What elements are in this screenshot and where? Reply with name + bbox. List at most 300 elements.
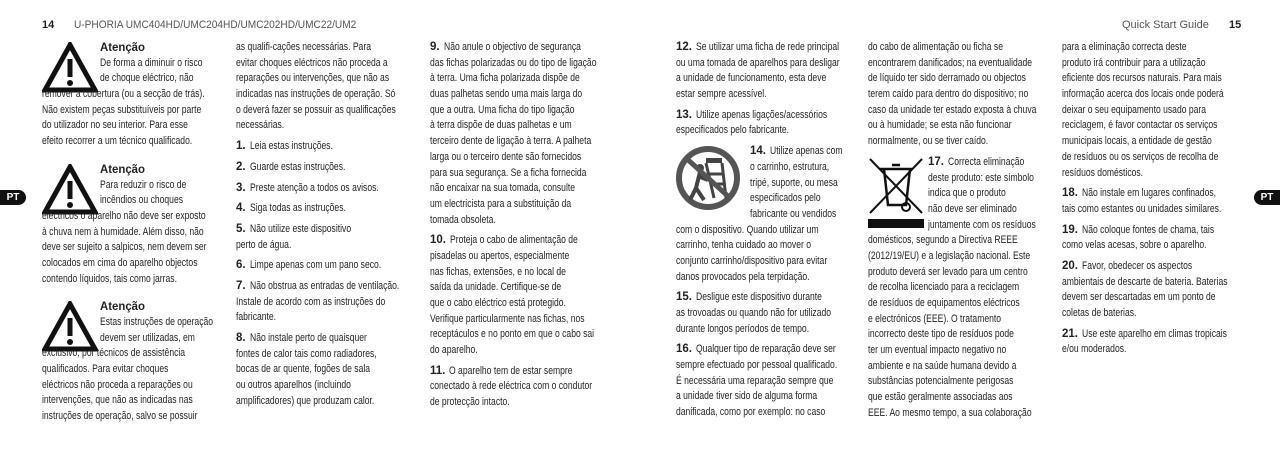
text-line [100, 315, 220, 331]
line-text: de resíduos ou os serviços de recolha de [1062, 150, 1219, 163]
line-text: amplificadores) que produzam calor. [236, 394, 375, 407]
text-line [430, 150, 608, 166]
text-line [676, 40, 854, 56]
language-badge-left: PT [0, 190, 26, 205]
line-text: estar sempre acessível. [676, 88, 767, 101]
line-text: substâncias potencialmente perigosas [868, 375, 1014, 388]
line-text: tais como estantes ou unidades similares. [1062, 202, 1222, 215]
line-text: Favor, obedecer os aspectos [1082, 259, 1193, 272]
line-text: especificados pelo [750, 192, 821, 205]
list-item [676, 40, 854, 103]
cart-warning-icon [676, 146, 740, 215]
text-line [236, 71, 414, 87]
text-line [676, 358, 854, 374]
text-line [1062, 259, 1240, 275]
line-text: deste produto: este símbolo [928, 171, 1034, 184]
line-text: à terra. Uma ficha polarizada dispõe de [430, 72, 580, 85]
text-line [928, 171, 1046, 187]
item-number: 18. [1062, 187, 1078, 200]
line-text: duas palhetas sendo uma mais larga do [430, 88, 583, 101]
line-text: e electrónicos (EEE). O tratamento [868, 312, 1002, 325]
line-text: ambientais de descarte de bateria. Baterias [1062, 275, 1228, 288]
text-line [100, 193, 220, 209]
warning-block [42, 162, 220, 288]
line-text: as trovoadas ou quando não for utilizado [676, 307, 832, 319]
text-line [236, 394, 414, 410]
line-text: Não coloque fontes de chama, tais [1082, 223, 1215, 236]
paragraph [868, 40, 1046, 150]
text-line [1062, 134, 1240, 150]
text-line [236, 139, 414, 155]
text-line [868, 296, 1046, 312]
line-text: especificados pelo fabricante. [676, 124, 790, 137]
line-text: O aparelho tem de estar sempre [449, 364, 573, 377]
text-line [1062, 223, 1240, 239]
line-text: das fichas polarizadas ou do tipo de ligação [430, 56, 597, 69]
line-text: É necessária uma reparação sempre que [676, 374, 834, 387]
text-line [1062, 238, 1240, 254]
text-line [868, 249, 1046, 265]
text-line [928, 202, 1046, 218]
line-text: sempre efectuado por pessoal qualificado. [676, 359, 838, 372]
text-line [430, 395, 608, 411]
line-text: Use este aparelho em climas tropicais [1082, 327, 1227, 340]
document-title: U-PHORIA UMC404HD/UMC204HD/UMC202HD/UMC22/UM2 [74, 19, 357, 31]
paragraph [236, 40, 414, 134]
list-item [676, 342, 854, 420]
line-text: perto de água. [236, 238, 292, 251]
text-line [42, 378, 220, 394]
line-text: normalmente, ou se tiver caído. [868, 135, 989, 148]
text-line [42, 346, 220, 362]
line-text: à terra dispõe de duas palhetas e um [430, 119, 572, 132]
line-text: Proteja o cabo de alimentação de [450, 234, 578, 247]
list-item [236, 258, 414, 274]
text-line [928, 155, 1046, 171]
text-line [1062, 275, 1240, 291]
text-line [676, 270, 854, 286]
text-line [1062, 71, 1240, 87]
line-text: conectado à rede eléctrica com o condutor [430, 380, 593, 393]
text-line [1062, 118, 1240, 134]
text-line [430, 327, 608, 343]
text-line [750, 160, 854, 176]
line-text: larga ou o terceiro dente são fornecidos [430, 150, 582, 163]
text-line [676, 405, 854, 421]
line-text: como velas acesas, sobre o aparelho. [1062, 239, 1207, 252]
text-line [1062, 103, 1240, 119]
text-line [430, 181, 608, 197]
text-line [868, 118, 1046, 134]
text-line [236, 295, 414, 311]
text-line [868, 280, 1046, 296]
line-text: Desligue este dispositivo durante [696, 291, 822, 304]
line-text: para a eliminação correcta deste [1062, 41, 1187, 53]
item-number: 12. [676, 41, 692, 53]
text-line [868, 103, 1046, 119]
line-text: com o dispositivo. Quando utilizar um [676, 223, 819, 236]
line-text: receptáculos e no ponto em que o cabo sai [430, 328, 595, 341]
line-text: informação acerca dos locais onde poderá [1062, 88, 1224, 101]
text-line [676, 254, 854, 270]
line-text: de líquido ter sido derramado ou objectos [868, 72, 1026, 85]
line-text: de resíduos de equipamentos eléctricos [868, 297, 1020, 309]
text-line [42, 118, 220, 134]
text-line [1062, 150, 1240, 166]
header-right [1122, 19, 1241, 31]
text-line [236, 331, 414, 347]
item-number: 14. [750, 145, 766, 158]
list-item [236, 181, 414, 197]
text-line [750, 176, 854, 192]
text-line [676, 71, 854, 87]
line-text: ou uma tomada de aparelhos para desligar [676, 56, 840, 69]
text-line [1062, 40, 1240, 56]
text-line [1062, 327, 1240, 343]
text-line [42, 272, 220, 288]
line-text: o deverá fazer se possuir as qualificações [236, 103, 396, 116]
text-line [1062, 202, 1240, 218]
text-line [430, 296, 608, 312]
list-item [676, 290, 854, 337]
line-text: produto irá contribuir para a utilização [1062, 56, 1206, 69]
item-number: 20. [1062, 259, 1078, 272]
item-number: 4. [236, 202, 246, 215]
line-text: Guarde estas instruções. [249, 160, 345, 173]
line-text: municipais locais, a entidade de gestão [1062, 135, 1212, 148]
list-item [676, 108, 854, 139]
text-line [430, 56, 608, 72]
text-line [676, 306, 854, 322]
text-line [1062, 56, 1240, 72]
text-line [750, 207, 854, 223]
page-number-right: 15 [1228, 19, 1242, 31]
text-line [1062, 166, 1240, 182]
line-text: do utilizador no seu interior. Para esse [42, 119, 188, 132]
list-item [676, 144, 854, 285]
line-text: terem caído para dentro do dispositivo; no [868, 88, 1029, 101]
list-item [430, 40, 608, 228]
text-line [1062, 306, 1240, 322]
line-text: ter um eventual impacto negativo no [868, 344, 1007, 357]
item-number: 3. [236, 181, 246, 194]
text-line [750, 191, 854, 207]
text-line [868, 406, 1046, 422]
text-line [236, 56, 414, 72]
line-text: tripé, suporte, ou mesa [750, 176, 838, 189]
line-text: ou outros aparelhos (incluindo [236, 379, 351, 392]
text-line [750, 144, 854, 160]
text-line [928, 186, 1046, 202]
list-item [1062, 186, 1240, 217]
text-line [42, 409, 220, 425]
line-text: incorrecto deste tipo de resíduos pode [868, 328, 1014, 341]
item-number: 5. [236, 222, 246, 235]
language-badge-right: PT [1254, 190, 1280, 205]
line-text: EEE. Ao mesmo tempo, a sua colaboração [868, 406, 1032, 419]
line-text: fabricante. [236, 311, 277, 324]
line-text: Não obstrua as entradas de ventilação. [249, 279, 399, 292]
line-text: Verifique particularmente nas fichas, nos [430, 312, 585, 325]
line-text: ambiente e na saúde humana devido a [868, 359, 1017, 372]
line-text: que a outra. Uma ficha do tipo ligação [430, 103, 575, 116]
list-item [430, 364, 608, 411]
line-text: devem ser utilizadas, em [100, 331, 195, 344]
line-text: indica que o produto [928, 187, 1006, 200]
text-line [42, 134, 220, 150]
text-line [1062, 342, 1240, 358]
warning-title: Atenção [100, 161, 145, 176]
line-text: durante longos períodos de tempo. [676, 322, 810, 335]
line-text: danos provocados pela terpidação. [676, 270, 810, 283]
line-text: (2012/19/EU) e a legislação nacional. Este [868, 249, 1031, 262]
page-number-left: 14 [42, 19, 55, 31]
line-text: evitar choques eléctricos não proceda a [236, 56, 388, 69]
line-text: que o cabo eléctrico está protegido. [430, 297, 566, 309]
text-line [868, 327, 1046, 343]
text-line [430, 40, 608, 56]
line-text: produto deverá ser levado para um centro [868, 265, 1028, 278]
text-line [928, 218, 1046, 234]
line-text: as qualifi-cações necessárias. Para [236, 41, 371, 53]
text-line [236, 378, 414, 394]
line-text: do cabo de alimentação ou ficha se [868, 41, 1003, 53]
text-line [236, 238, 414, 254]
warning-title: Atenção [100, 299, 145, 314]
text-line [676, 87, 854, 103]
text-column [42, 40, 220, 437]
text-line [676, 223, 854, 239]
text-line [236, 362, 414, 378]
line-text: de recolha licenciado para a reciclagem [868, 281, 1020, 294]
text-line [868, 134, 1046, 150]
line-text: efeito recorrer a um técnico qualificado. [42, 135, 193, 148]
line-text: saída da unidade. Certifique-se de [430, 281, 562, 294]
line-text: eficiente dos recursos naturais. Para mais [1062, 72, 1222, 85]
line-text: Não utilize este dispositivo [249, 222, 351, 235]
line-text: não encaixar na sua tomada, consulte [430, 182, 576, 195]
line-text: a unidade de funcionamento, esta deve [676, 72, 827, 85]
text-column [676, 40, 854, 426]
line-text: deixar o seu equipamento usado para [1062, 103, 1207, 116]
text-line [100, 71, 220, 87]
line-text: reciclagem, é favor contactar os serviços [1062, 119, 1218, 132]
line-text: e/ou moderados. [1062, 343, 1127, 356]
text-line [676, 290, 854, 306]
text-line [100, 56, 220, 72]
text-line [100, 178, 220, 194]
line-text: De forma a diminuir o risco [100, 56, 203, 69]
text-line [42, 393, 220, 409]
text-line [676, 389, 854, 405]
text-line [430, 103, 608, 119]
line-text: contendo líquidos, tais como jarras. [42, 272, 177, 285]
line-text: o carrinho, estrutura, [750, 160, 830, 173]
line-text: eléctricos não proceda a reparações ou [42, 378, 193, 391]
line-text: Preste atenção a todos os avisos. [249, 181, 379, 194]
line-text: Limpe apenas com um pano seco. [249, 259, 381, 272]
text-line [430, 197, 608, 213]
line-text: Correcta eliminação [948, 155, 1025, 168]
text-column [236, 40, 414, 414]
paragraph [1062, 40, 1240, 181]
line-text: um electricista para a substituição da [430, 197, 572, 210]
text-line [42, 209, 220, 225]
list-item [868, 155, 1046, 422]
line-text: necessárias. [236, 119, 285, 132]
item-number: 1. [236, 140, 246, 153]
item-number: 19. [1062, 223, 1078, 236]
list-item [430, 233, 608, 359]
item-number: 15. [676, 291, 692, 304]
item-number: 21. [1062, 327, 1078, 340]
text-line [676, 56, 854, 72]
text-column [1062, 40, 1240, 363]
text-line [868, 71, 1046, 87]
line-text: indicadas nas instruções de operação. Só [236, 88, 396, 101]
line-text: conjunto carrinho/dispositivo para evitar [676, 254, 828, 267]
text-line [676, 342, 854, 358]
text-line [1062, 290, 1240, 306]
text-line [430, 166, 608, 182]
item-number: 16. [676, 343, 692, 356]
text-line [430, 364, 608, 380]
line-text: Instale de acordo com as instruções do [236, 295, 386, 308]
guide-title: Quick Start Guide [1122, 19, 1209, 31]
text-column [868, 40, 1046, 427]
item-number: 8. [236, 332, 246, 344]
line-text: ou à humidade; se esta não funcionar [868, 119, 1012, 132]
line-text: não deve ser eliminado [928, 202, 1017, 215]
text-line [236, 347, 414, 363]
text-line [42, 87, 220, 103]
warning-block [42, 299, 220, 425]
weee-bin-icon [868, 157, 924, 234]
text-line [676, 322, 854, 338]
text-line [868, 359, 1046, 375]
text-line [236, 258, 414, 274]
text-line [236, 279, 414, 295]
line-text: danificada, como por exemplo: no caso [676, 406, 826, 419]
list-item [236, 279, 414, 326]
text-line [1062, 186, 1240, 202]
text-line [868, 265, 1046, 281]
text-line [430, 118, 608, 134]
text-line [676, 123, 854, 139]
line-text: Não instale em lugares confinados, [1082, 187, 1217, 200]
text-line [430, 134, 608, 150]
text-line [236, 201, 414, 217]
line-text: devem ser descartadas em um ponto de [1062, 291, 1216, 304]
text-line [676, 238, 854, 254]
line-text: incêndios ou choques [100, 194, 184, 207]
text-line [430, 233, 608, 249]
text-line [236, 118, 414, 134]
text-line [430, 343, 608, 359]
list-item [236, 222, 414, 253]
text-line [236, 87, 414, 103]
line-text: Não anule o objectivo de segurança [443, 41, 581, 53]
text-line [430, 280, 608, 296]
line-text: para sua segurança. Se a ficha fornecida [430, 166, 587, 179]
line-text: Leia estas instruções. [249, 140, 333, 153]
text-line [868, 374, 1046, 390]
line-text: Não existem peças substituíveis por parte [42, 103, 202, 116]
text-column [430, 40, 608, 416]
line-text: deve ser sujeito a salpicos, nem devem ser [42, 241, 207, 254]
line-text: tomada obsoleta. [430, 213, 496, 226]
line-text: nas fichas, extensões, e no local de [430, 265, 566, 278]
warning-title: Atenção [100, 40, 145, 54]
line-text: Estas instruções de operação [100, 316, 214, 328]
text-line [42, 103, 220, 119]
line-text: coletas de baterias. [1062, 307, 1137, 319]
text-line [236, 222, 414, 238]
text-line [430, 71, 608, 87]
text-line [868, 390, 1046, 406]
text-line [868, 312, 1046, 328]
list-item [236, 139, 414, 155]
line-text: remover a cobertura (ou a secção de trás). [42, 88, 205, 101]
line-text: reparações ou intervenções, que não as [236, 72, 390, 85]
text-line [868, 56, 1046, 72]
line-text: Qualquer tipo de reparação deve ser [696, 343, 836, 356]
line-text: eléctricos o aparelho não deve ser exposto [42, 209, 206, 222]
text-line [430, 379, 608, 395]
item-number: 11. [430, 364, 446, 377]
text-line [42, 256, 220, 272]
line-text: pisadelas ou apertos, especialmente [430, 249, 570, 262]
item-number: 7. [236, 279, 246, 292]
list-item [236, 331, 414, 409]
text-line [42, 225, 220, 241]
line-text: colocados em cima do aparelho objectos [42, 256, 198, 269]
line-text: juntamente com os resíduos [928, 218, 1036, 231]
item-number: 6. [236, 259, 246, 272]
text-line [868, 40, 1046, 56]
line-text: domésticos, segundo a Directiva REEE [868, 234, 1018, 247]
line-text: encontrarem danificados; na eventualidade [868, 56, 1033, 69]
line-text: do aparelho. [430, 344, 478, 357]
line-text: qualificados. Para evitar choques [42, 363, 169, 376]
line-text: de protecção intacto. [430, 396, 510, 409]
line-text: resíduos domésticos. [1062, 166, 1144, 179]
text-line [236, 40, 414, 56]
text-line [42, 240, 220, 256]
line-text: a unidade tiver sido de alguma forma [676, 390, 818, 403]
text-line [1062, 87, 1240, 103]
text-line [868, 87, 1046, 103]
line-text: exclusivo, por técnicos de assistência [42, 347, 186, 360]
text-line [42, 362, 220, 378]
item-number: 10. [430, 234, 446, 247]
item-number: 2. [236, 160, 246, 173]
line-text: bocas de ar quente, fogões de sala [236, 363, 371, 376]
list-item [236, 160, 414, 176]
text-line [236, 310, 414, 326]
text-line [430, 249, 608, 265]
text-line [236, 103, 414, 119]
text-line [100, 331, 220, 347]
text-line [430, 213, 608, 229]
line-text: carrinho, tenha cuidado ao mover o [676, 239, 811, 252]
item-number: 9. [430, 41, 440, 53]
list-item [1062, 223, 1240, 254]
line-text: terceiro dente de ligação à terra. A palheta [430, 135, 592, 148]
line-text: caso da unidade ter estado exposta à chuva [868, 103, 1037, 116]
text-line [430, 265, 608, 281]
line-text: à chuva nem à humidade. Além disso, não [42, 225, 204, 238]
